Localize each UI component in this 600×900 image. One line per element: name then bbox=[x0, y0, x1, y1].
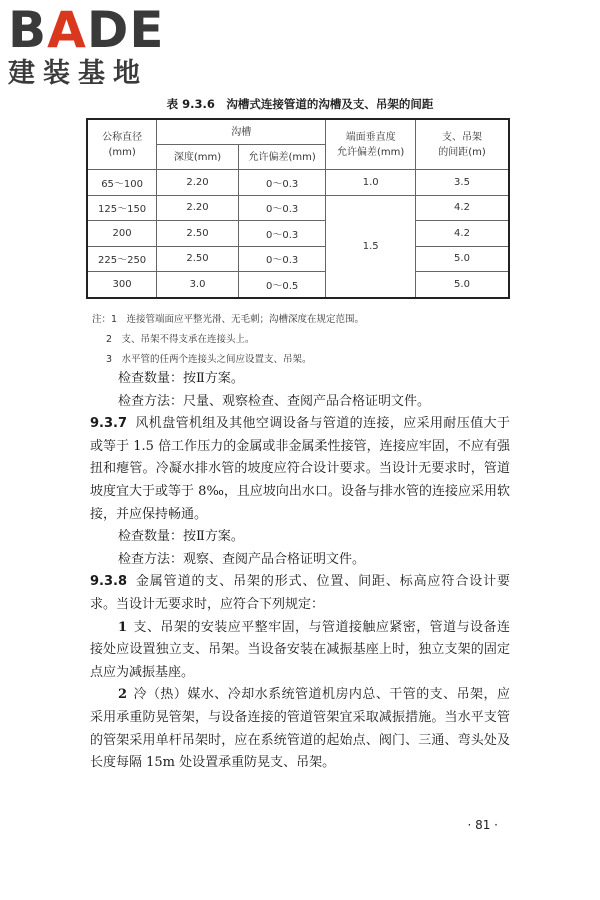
cell-diameter: 200 bbox=[87, 221, 157, 247]
table-note: 2 支、吊架不得支承在连接头上。 bbox=[106, 334, 255, 345]
cell-spacing: 5.0 bbox=[415, 272, 509, 298]
table-row bbox=[87, 195, 509, 221]
cell-depth-tolerance: 0～0.3 bbox=[238, 221, 326, 247]
section-9-3-7 bbox=[90, 413, 510, 526]
table-row bbox=[87, 170, 509, 196]
check-quantity: 检查数量：按Ⅱ方案。 bbox=[118, 371, 244, 386]
cell-diameter: 125～150 bbox=[87, 195, 157, 221]
cell-depth-tolerance: 0～0.5 bbox=[238, 272, 326, 298]
table-row bbox=[87, 221, 509, 247]
table-note: 3 水平管的任两个连接头之间应设置支、吊架。 bbox=[106, 354, 312, 365]
cell-spacing: 4.2 bbox=[415, 195, 509, 221]
cell-depth: 2.50 bbox=[157, 246, 239, 272]
section-text: 金属管道的支、吊架的形式、位置、间距、标高应符合设计要求。当设计无要求时，应符合下列规定： bbox=[90, 574, 510, 612]
item-number: 2 bbox=[118, 687, 128, 703]
table-row bbox=[87, 272, 509, 298]
cell-spacing: 4.2 bbox=[415, 221, 509, 247]
section-number: 9.3.8 bbox=[90, 574, 128, 590]
cell-diameter: 225～250 bbox=[87, 246, 157, 272]
header-depth-tolerance: 允许偏差(mm) bbox=[238, 145, 326, 170]
logo-wordmark: BADE bbox=[8, 1, 165, 59]
item-number: 1 bbox=[118, 619, 128, 635]
cell-spacing: 3.5 bbox=[415, 170, 509, 196]
header-end-perpendicularity: 端面垂直度 允许偏差(mm) bbox=[326, 119, 416, 170]
cell-depth: 2.20 bbox=[157, 170, 239, 196]
table-row bbox=[87, 246, 509, 272]
section-9-3-8 bbox=[90, 571, 510, 616]
header-nominal-diameter: 公称直径 (mm) bbox=[87, 119, 157, 170]
item-text: 冷（热）媒水、冷却水系统管道机房内总、干管的支、吊架，应采用承重防晃管架，与设备连接的管道管架宜采取减振措施。当水平支管的管架采用单杆吊架时，应在系统管道的起始点、阀门、三通、弯头处及长度每隔 15m 处设置承重防晃支、吊架。 bbox=[90, 687, 510, 771]
groove-spacing-table bbox=[86, 118, 510, 299]
item-text: 支、吊架的安装应平整牢固，与管道接触应紧密，管道与设备连接处应设置独立支、吊架。当设备安装在减振基座上时，独立支架的固定点应为减振基座。 bbox=[90, 619, 510, 680]
cell-depth-tolerance: 0～0.3 bbox=[238, 195, 326, 221]
logo bbox=[8, 1, 183, 90]
section-number: 9.3.7 bbox=[90, 416, 128, 432]
table-caption: 表 9.3.6 沟槽式连接管道的沟槽及支、吊架的间距 bbox=[166, 97, 434, 111]
logo-chinese-text: 建装基地 bbox=[8, 58, 148, 89]
table-note: 注：1 连接管端面应平整光滑、无毛刺；沟槽深度在规定范围。 bbox=[92, 314, 365, 325]
cell-diameter: 300 bbox=[87, 272, 157, 298]
page-number: · 81 · bbox=[467, 818, 498, 832]
list-item bbox=[90, 617, 510, 685]
cell-diameter: 65～100 bbox=[87, 170, 157, 196]
header-groove: 沟槽 bbox=[157, 119, 326, 145]
list-item bbox=[90, 684, 510, 774]
check-quantity: 检查数量：按Ⅱ方案。 bbox=[118, 529, 244, 545]
section-text: 风机盘管机组及其他空调设备与管道的连接，应采用耐压值大于或等于 1.5 倍工作压力的金属或非金属柔性接管，连接应牢固，不应有强扭和瘪管。冷凝水排水管的坡度应符合设计要求。当设计无要求时，管道坡度宜大于或等于 8‰，且应坡向出水口。设备与排水管的连接应采用软接，并应保持畅通。 bbox=[90, 416, 510, 522]
cell-depth: 2.50 bbox=[157, 221, 239, 247]
cell-perpendicularity: 1.0 bbox=[326, 170, 416, 196]
header-depth: 深度(mm) bbox=[157, 145, 239, 170]
body-text bbox=[90, 368, 510, 775]
cell-depth-tolerance: 0～0.3 bbox=[238, 170, 326, 196]
header-support-spacing: 支、吊架 的间距(m) bbox=[415, 119, 509, 170]
check-method: 检查方法：尺量、观察检查、查阅产品合格证明文件。 bbox=[118, 393, 431, 409]
cell-depth-tolerance: 0～0.3 bbox=[238, 246, 326, 272]
cell-spacing: 5.0 bbox=[415, 246, 509, 272]
cell-depth: 3.0 bbox=[157, 272, 239, 298]
table-notes bbox=[92, 310, 364, 370]
cell-depth: 2.20 bbox=[157, 195, 239, 221]
check-method: 检查方法：观察、查阅产品合格证明文件。 bbox=[118, 551, 366, 567]
cell-perpendicularity: 1.5 bbox=[326, 195, 416, 298]
